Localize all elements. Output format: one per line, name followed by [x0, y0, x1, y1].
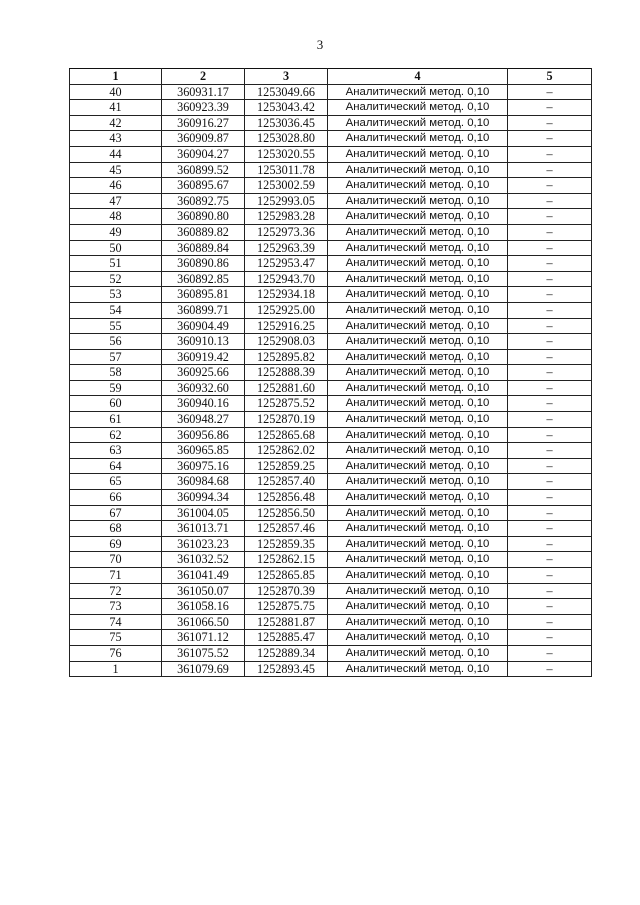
table-row [70, 100, 592, 116]
header-col-3: 3 [245, 69, 328, 85]
x-coordinate-cell: 360994.34 [162, 490, 245, 506]
note-cell: – [508, 645, 592, 661]
note-cell: – [508, 568, 592, 584]
y-coordinate-cell: 1252856.48 [245, 490, 328, 506]
note-cell: – [508, 443, 592, 459]
table-row [70, 380, 592, 396]
table-row [70, 256, 592, 272]
y-coordinate-cell: 1252908.03 [245, 334, 328, 350]
note-cell: – [508, 474, 592, 490]
y-coordinate-cell: 1253028.80 [245, 131, 328, 147]
y-coordinate-cell: 1252865.85 [245, 568, 328, 584]
method-cell: Аналитический метод. 0,10 [328, 115, 508, 131]
header-col-5: 5 [508, 69, 592, 85]
table-row [70, 630, 592, 646]
note-cell: – [508, 287, 592, 303]
note-cell: – [508, 178, 592, 194]
method-cell: Аналитический метод. 0,10 [328, 131, 508, 147]
note-cell: – [508, 614, 592, 630]
method-cell: Аналитический метод. 0,10 [328, 84, 508, 100]
method-cell: Аналитический метод. 0,10 [328, 100, 508, 116]
method-cell: Аналитический метод. 0,10 [328, 536, 508, 552]
point-number-cell: 66 [70, 490, 162, 506]
method-cell: Аналитический метод. 0,10 [328, 209, 508, 225]
y-coordinate-cell: 1252925.00 [245, 302, 328, 318]
point-number-cell: 48 [70, 209, 162, 225]
method-cell: Аналитический метод. 0,10 [328, 240, 508, 256]
table-row [70, 552, 592, 568]
x-coordinate-cell: 361075.52 [162, 645, 245, 661]
note-cell: – [508, 100, 592, 116]
point-number-cell: 40 [70, 84, 162, 100]
method-cell: Аналитический метод. 0,10 [328, 599, 508, 615]
point-number-cell: 57 [70, 349, 162, 365]
note-cell: – [508, 256, 592, 272]
y-coordinate-cell: 1252881.60 [245, 380, 328, 396]
y-coordinate-cell: 1252943.70 [245, 271, 328, 287]
x-coordinate-cell: 360923.39 [162, 100, 245, 116]
table-row [70, 115, 592, 131]
method-cell: Аналитический метод. 0,10 [328, 365, 508, 381]
table-row [70, 209, 592, 225]
note-cell: – [508, 396, 592, 412]
y-coordinate-cell: 1252916.25 [245, 318, 328, 334]
table-row [70, 536, 592, 552]
x-coordinate-cell: 360909.87 [162, 131, 245, 147]
table-row [70, 302, 592, 318]
method-cell: Аналитический метод. 0,10 [328, 568, 508, 584]
note-cell: – [508, 458, 592, 474]
point-number-cell: 51 [70, 256, 162, 272]
x-coordinate-cell: 360899.71 [162, 302, 245, 318]
point-number-cell: 53 [70, 287, 162, 303]
x-coordinate-cell: 360965.85 [162, 443, 245, 459]
method-cell: Аналитический метод. 0,10 [328, 474, 508, 490]
x-coordinate-cell: 361023.23 [162, 536, 245, 552]
method-cell: Аналитический метод. 0,10 [328, 630, 508, 646]
table-row [70, 458, 592, 474]
y-coordinate-cell: 1252993.05 [245, 193, 328, 209]
point-number-cell: 44 [70, 146, 162, 162]
table-row [70, 661, 592, 677]
x-coordinate-cell: 361066.50 [162, 614, 245, 630]
table-row [70, 178, 592, 194]
note-cell: – [508, 115, 592, 131]
x-coordinate-cell: 360940.16 [162, 396, 245, 412]
point-number-cell: 45 [70, 162, 162, 178]
note-cell: – [508, 521, 592, 537]
note-cell: – [508, 536, 592, 552]
y-coordinate-cell: 1252895.82 [245, 349, 328, 365]
y-coordinate-cell: 1252889.34 [245, 645, 328, 661]
table-row [70, 146, 592, 162]
note-cell: – [508, 599, 592, 615]
point-number-cell: 43 [70, 131, 162, 147]
table-row [70, 505, 592, 521]
note-cell: – [508, 224, 592, 240]
point-number-cell: 49 [70, 224, 162, 240]
method-cell: Аналитический метод. 0,10 [328, 287, 508, 303]
table-row [70, 568, 592, 584]
x-coordinate-cell: 360948.27 [162, 412, 245, 428]
note-cell: – [508, 505, 592, 521]
y-coordinate-cell: 1252893.45 [245, 661, 328, 677]
point-number-cell: 46 [70, 178, 162, 194]
y-coordinate-cell: 1253011.78 [245, 162, 328, 178]
table-row [70, 162, 592, 178]
method-cell: Аналитический метод. 0,10 [328, 302, 508, 318]
point-number-cell: 63 [70, 443, 162, 459]
point-number-cell: 58 [70, 365, 162, 381]
x-coordinate-cell: 360889.84 [162, 240, 245, 256]
note-cell: – [508, 412, 592, 428]
point-number-cell: 62 [70, 427, 162, 443]
x-coordinate-cell: 361004.05 [162, 505, 245, 521]
table-row [70, 645, 592, 661]
method-cell: Аналитический метод. 0,10 [328, 178, 508, 194]
point-number-cell: 55 [70, 318, 162, 334]
note-cell: – [508, 583, 592, 599]
y-coordinate-cell: 1252875.75 [245, 599, 328, 615]
point-number-cell: 1 [70, 661, 162, 677]
method-cell: Аналитический метод. 0,10 [328, 334, 508, 350]
method-cell: Аналитический метод. 0,10 [328, 412, 508, 428]
method-cell: Аналитический метод. 0,10 [328, 614, 508, 630]
table-body [70, 84, 592, 677]
y-coordinate-cell: 1252875.52 [245, 396, 328, 412]
y-coordinate-cell: 1252885.47 [245, 630, 328, 646]
method-cell: Аналитический метод. 0,10 [328, 146, 508, 162]
table-row [70, 334, 592, 350]
method-cell: Аналитический метод. 0,10 [328, 162, 508, 178]
x-coordinate-cell: 360899.52 [162, 162, 245, 178]
x-coordinate-cell: 360890.80 [162, 209, 245, 225]
note-cell: – [508, 271, 592, 287]
y-coordinate-cell: 1252857.46 [245, 521, 328, 537]
y-coordinate-cell: 1253043.42 [245, 100, 328, 116]
point-number-cell: 59 [70, 380, 162, 396]
x-coordinate-cell: 361050.07 [162, 583, 245, 599]
table-row [70, 490, 592, 506]
note-cell: – [508, 427, 592, 443]
x-coordinate-cell: 360919.42 [162, 349, 245, 365]
y-coordinate-cell: 1253036.45 [245, 115, 328, 131]
point-number-cell: 75 [70, 630, 162, 646]
header-col-4: 4 [328, 69, 508, 85]
point-number-cell: 72 [70, 583, 162, 599]
method-cell: Аналитический метод. 0,10 [328, 427, 508, 443]
point-number-cell: 64 [70, 458, 162, 474]
x-coordinate-cell: 360910.13 [162, 334, 245, 350]
method-cell: Аналитический метод. 0,10 [328, 490, 508, 506]
point-number-cell: 73 [70, 599, 162, 615]
point-number-cell: 65 [70, 474, 162, 490]
table-header-row [70, 69, 592, 85]
x-coordinate-cell: 361079.69 [162, 661, 245, 677]
y-coordinate-cell: 1252865.68 [245, 427, 328, 443]
method-cell: Аналитический метод. 0,10 [328, 521, 508, 537]
table-row [70, 271, 592, 287]
method-cell: Аналитический метод. 0,10 [328, 583, 508, 599]
page-number: 3 [316, 37, 324, 52]
table-row [70, 224, 592, 240]
table-row [70, 349, 592, 365]
y-coordinate-cell: 1253049.66 [245, 84, 328, 100]
table-row [70, 131, 592, 147]
y-coordinate-cell: 1252859.25 [245, 458, 328, 474]
note-cell: – [508, 162, 592, 178]
y-coordinate-cell: 1252881.87 [245, 614, 328, 630]
x-coordinate-cell: 360895.67 [162, 178, 245, 194]
table-row [70, 521, 592, 537]
note-cell: – [508, 661, 592, 677]
y-coordinate-cell: 1252963.39 [245, 240, 328, 256]
y-coordinate-cell: 1252859.35 [245, 536, 328, 552]
x-coordinate-cell: 360895.81 [162, 287, 245, 303]
table-row [70, 599, 592, 615]
y-coordinate-cell: 1252953.47 [245, 256, 328, 272]
x-coordinate-cell: 360892.85 [162, 271, 245, 287]
x-coordinate-cell: 360984.68 [162, 474, 245, 490]
method-cell: Аналитический метод. 0,10 [328, 396, 508, 412]
method-cell: Аналитический метод. 0,10 [328, 661, 508, 677]
note-cell: – [508, 380, 592, 396]
point-number-cell: 42 [70, 115, 162, 131]
note-cell: – [508, 490, 592, 506]
note-cell: – [508, 146, 592, 162]
x-coordinate-cell: 361041.49 [162, 568, 245, 584]
note-cell: – [508, 131, 592, 147]
point-number-cell: 47 [70, 193, 162, 209]
point-number-cell: 50 [70, 240, 162, 256]
table-row [70, 412, 592, 428]
note-cell: – [508, 193, 592, 209]
table-row [70, 396, 592, 412]
x-coordinate-cell: 361058.16 [162, 599, 245, 615]
header-col-1: 1 [70, 69, 162, 85]
y-coordinate-cell: 1252983.28 [245, 209, 328, 225]
point-number-cell: 60 [70, 396, 162, 412]
note-cell: – [508, 209, 592, 225]
point-number-cell: 61 [70, 412, 162, 428]
point-number-cell: 56 [70, 334, 162, 350]
table-row [70, 614, 592, 630]
method-cell: Аналитический метод. 0,10 [328, 193, 508, 209]
y-coordinate-cell: 1252862.15 [245, 552, 328, 568]
y-coordinate-cell: 1253002.59 [245, 178, 328, 194]
y-coordinate-cell: 1252934.18 [245, 287, 328, 303]
point-number-cell: 76 [70, 645, 162, 661]
x-coordinate-cell: 361032.52 [162, 552, 245, 568]
coordinates-table [69, 68, 592, 677]
method-cell: Аналитический метод. 0,10 [328, 271, 508, 287]
point-number-cell: 54 [70, 302, 162, 318]
y-coordinate-cell: 1252870.19 [245, 412, 328, 428]
method-cell: Аналитический метод. 0,10 [328, 505, 508, 521]
note-cell: – [508, 552, 592, 568]
note-cell: – [508, 365, 592, 381]
table-row [70, 583, 592, 599]
method-cell: Аналитический метод. 0,10 [328, 443, 508, 459]
x-coordinate-cell: 361013.71 [162, 521, 245, 537]
method-cell: Аналитический метод. 0,10 [328, 224, 508, 240]
table-row [70, 318, 592, 334]
note-cell: – [508, 302, 592, 318]
note-cell: – [508, 318, 592, 334]
y-coordinate-cell: 1252870.39 [245, 583, 328, 599]
note-cell: – [508, 84, 592, 100]
x-coordinate-cell: 360925.66 [162, 365, 245, 381]
method-cell: Аналитический метод. 0,10 [328, 380, 508, 396]
method-cell: Аналитический метод. 0,10 [328, 645, 508, 661]
table-row [70, 240, 592, 256]
note-cell: – [508, 630, 592, 646]
y-coordinate-cell: 1252888.39 [245, 365, 328, 381]
x-coordinate-cell: 360975.16 [162, 458, 245, 474]
method-cell: Аналитический метод. 0,10 [328, 256, 508, 272]
x-coordinate-cell: 361071.12 [162, 630, 245, 646]
table-row [70, 84, 592, 100]
method-cell: Аналитический метод. 0,10 [328, 318, 508, 334]
point-number-cell: 68 [70, 521, 162, 537]
header-col-2: 2 [162, 69, 245, 85]
point-number-cell: 71 [70, 568, 162, 584]
y-coordinate-cell: 1252862.02 [245, 443, 328, 459]
x-coordinate-cell: 360889.82 [162, 224, 245, 240]
point-number-cell: 74 [70, 614, 162, 630]
point-number-cell: 41 [70, 100, 162, 116]
table-row [70, 287, 592, 303]
table-row [70, 193, 592, 209]
note-cell: – [508, 334, 592, 350]
point-number-cell: 69 [70, 536, 162, 552]
method-cell: Аналитический метод. 0,10 [328, 552, 508, 568]
point-number-cell: 67 [70, 505, 162, 521]
y-coordinate-cell: 1252973.36 [245, 224, 328, 240]
x-coordinate-cell: 360904.27 [162, 146, 245, 162]
method-cell: Аналитический метод. 0,10 [328, 458, 508, 474]
table-row [70, 365, 592, 381]
y-coordinate-cell: 1252857.40 [245, 474, 328, 490]
table-row [70, 474, 592, 490]
method-cell: Аналитический метод. 0,10 [328, 349, 508, 365]
x-coordinate-cell: 360904.49 [162, 318, 245, 334]
x-coordinate-cell: 360916.27 [162, 115, 245, 131]
point-number-cell: 52 [70, 271, 162, 287]
table-row [70, 443, 592, 459]
x-coordinate-cell: 360931.17 [162, 84, 245, 100]
y-coordinate-cell: 1253020.55 [245, 146, 328, 162]
x-coordinate-cell: 360932.60 [162, 380, 245, 396]
x-coordinate-cell: 360892.75 [162, 193, 245, 209]
point-number-cell: 70 [70, 552, 162, 568]
x-coordinate-cell: 360956.86 [162, 427, 245, 443]
note-cell: – [508, 349, 592, 365]
x-coordinate-cell: 360890.86 [162, 256, 245, 272]
note-cell: – [508, 240, 592, 256]
table-row [70, 427, 592, 443]
y-coordinate-cell: 1252856.50 [245, 505, 328, 521]
